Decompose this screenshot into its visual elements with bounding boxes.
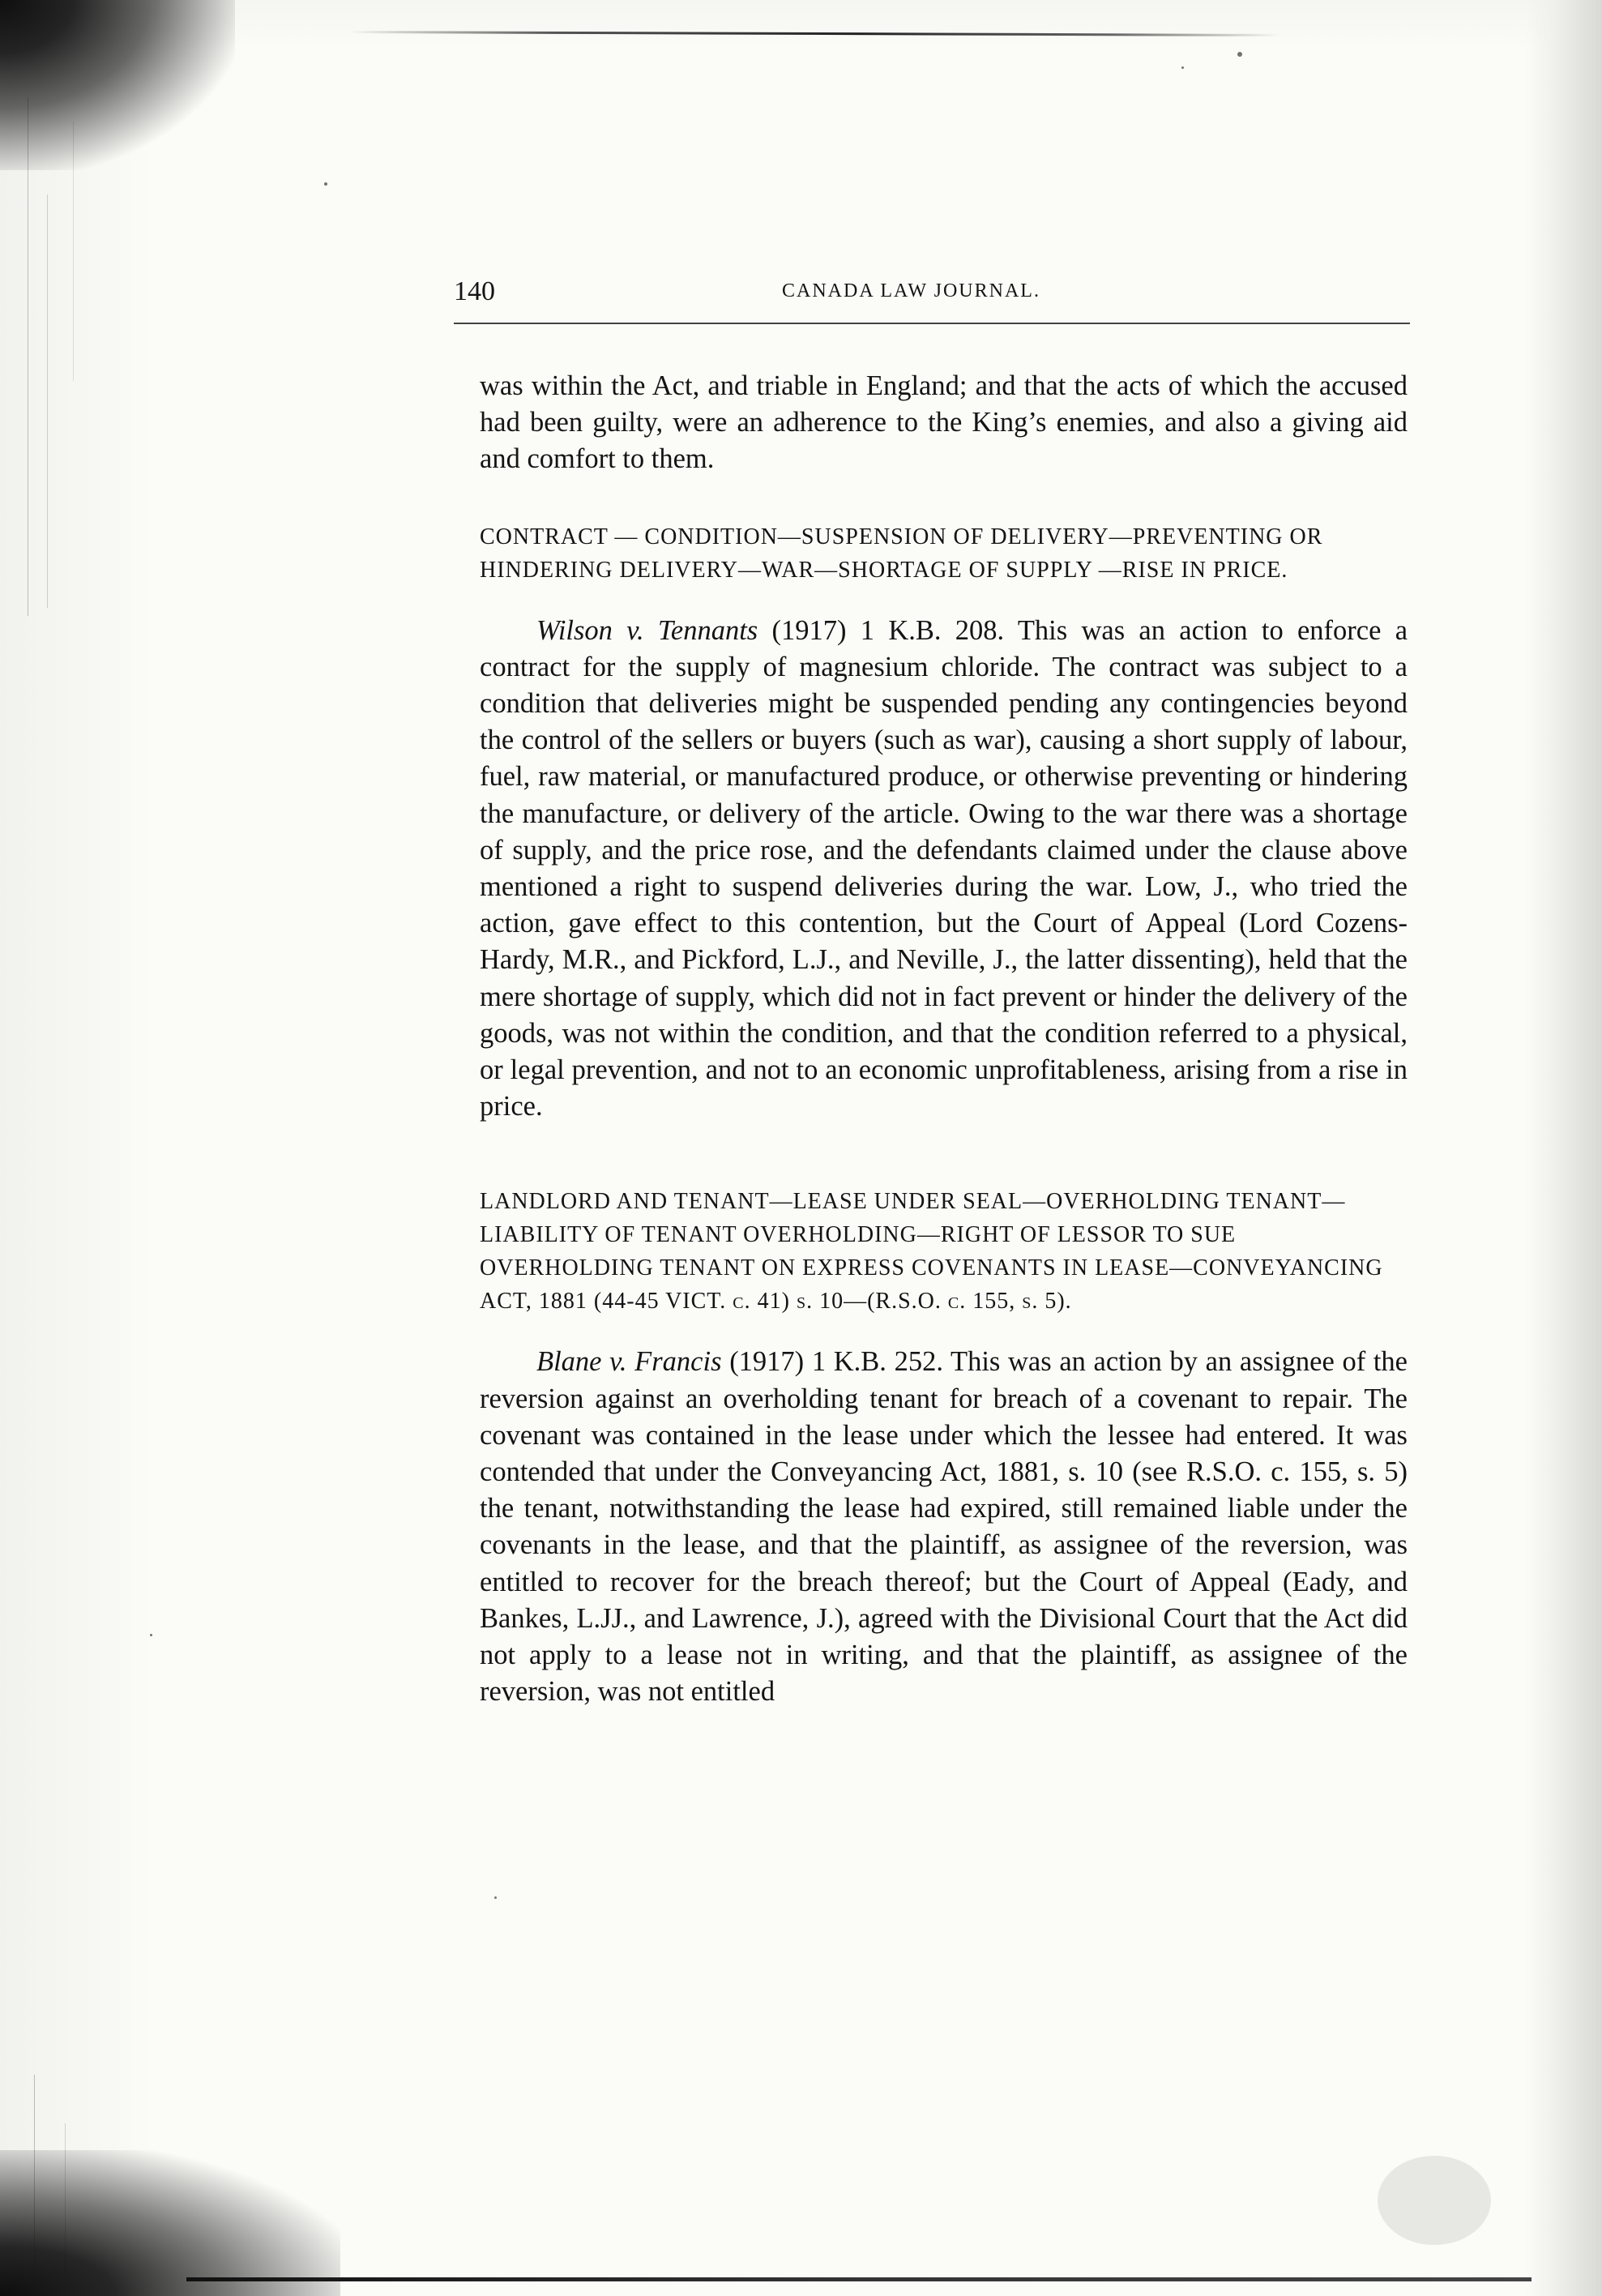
landlord-heading-text: LANDLORD AND TENANT—LEASE UNDER SEAL—OVERHOLDING TENANT—LIABILITY OF TENANT OVERHOLDING—RIGHT OF LESSOR TO SUE OVERHOLDING TENANT ON EXPRESS COVENANTS IN LEASE—CONVEYANCING ACT, 1881 (44-45 VICT. c. 41) s. 10—(R.S.O. c. 155, s. 5). <box>480 1189 1383 1315</box>
print-speck <box>324 182 327 186</box>
scan-top-shadow <box>0 0 1602 49</box>
page-number: 140 <box>454 276 495 306</box>
scan-smudge <box>1378 2156 1491 2245</box>
case-text: This was an action by an assignee of the reversion against an overholding tenant for breach of a covenant to repair. The covenant was contained in the lease under which the lessee had entered. It was contended that under the Conveyancing Act, 1881, s. 10 (see R.S.O. c. 155, s. 5) the tenant, notwithstanding the lease had expired, still remained liable under the covenants in the lease, and that the plaintiff, as assignee of the reversion, was entitled to recover for the breach thereof; but the Court of Appeal (Eady, and Bankes, L.JJ., and Lawrence, J.), agreed with the Divisional Court that the Act did not apply to a lease not in writing, and that the plaintiff, as assignee of the reversion, was not entitled <box>480 1346 1408 1708</box>
print-speck <box>1237 52 1242 57</box>
page-header <box>454 272 1410 313</box>
contract-section-heading <box>480 520 1408 587</box>
scan-edge-stripe <box>73 122 74 381</box>
paragraph-spacer <box>480 1318 1408 1344</box>
case-name: Wilson v. Tennants <box>536 614 758 646</box>
contract-heading-text: CONTRACT — CONDITION—SUSPENSION OF DELIVERY—PREVENTING OR HINDERING DELIVERY—WAR—SHORTAGE OF SUPPLY —RISE IN PRICE. <box>480 524 1323 583</box>
running-title: CANADA LAW JOURNAL. <box>782 280 1040 301</box>
bottom-left-scan-damage <box>0 2150 340 2296</box>
intro-paragraph: was within the Act, and triable in England; and that the acts of which the accused had been guilty, were an adherence to the King’s enemies, and also a giving aid and comfort to them. <box>480 370 1408 475</box>
scan-edge-stripe <box>34 2075 35 2269</box>
wilson-case-paragraph <box>480 613 1408 1126</box>
top-left-scan-damage <box>0 0 235 170</box>
paragraph-spacer <box>480 587 1408 613</box>
scan-right-edge <box>1525 0 1602 2296</box>
print-speck <box>494 1896 497 1899</box>
scan-left-margin <box>0 0 154 2296</box>
page-bottom-edge-rule <box>186 2277 1532 2281</box>
page-content <box>480 368 1408 1710</box>
scan-edge-stripe <box>47 195 48 608</box>
header-rule <box>454 323 1410 324</box>
print-speck <box>150 1634 152 1636</box>
case-citation: (1917) 1 K.B. 252. <box>729 1346 943 1378</box>
case-citation: (1917) 1 K.B. 208. <box>771 614 1005 646</box>
case-text: This was an action to enforce a contract for the supply of magnesium chloride. The contract was subject to a condition that deliveries might be suspended pending any contingencies beyond the control of the sellers or buyers (such as war), causing a short supply of labour, fuel, raw material, or manufactured produce, or otherwise preventing or hindering the manufacture, or delivery of the article. Owing to the war there was a shortage of supply, and the price rose, and the defendants claimed under the clause above mentioned a right to suspend deliveries during the war. Low, J., who tried the action, gave effect to this contention, but the Court of Appeal (Lord Cozens-Hardy, M.R., and Pickford, L.J., and Neville, J., the latter dissenting), held that the mere shortage of supply, which did not in fact prevent or hinder the delivery of the goods, was not within the condition, and that the condition referred to a physical, or legal prevention, and not to an economic unprofitableness, arising from a rise in price. <box>480 614 1408 1122</box>
scan-edge-stripe <box>65 2123 66 2277</box>
print-speck <box>1181 66 1184 69</box>
blane-case-paragraph <box>480 1344 1408 1710</box>
landlord-section-heading <box>480 1185 1408 1318</box>
paragraph-spacer <box>480 478 1408 520</box>
paragraph-spacer <box>480 1125 1408 1185</box>
case-name: Blane v. Francis <box>536 1346 722 1378</box>
